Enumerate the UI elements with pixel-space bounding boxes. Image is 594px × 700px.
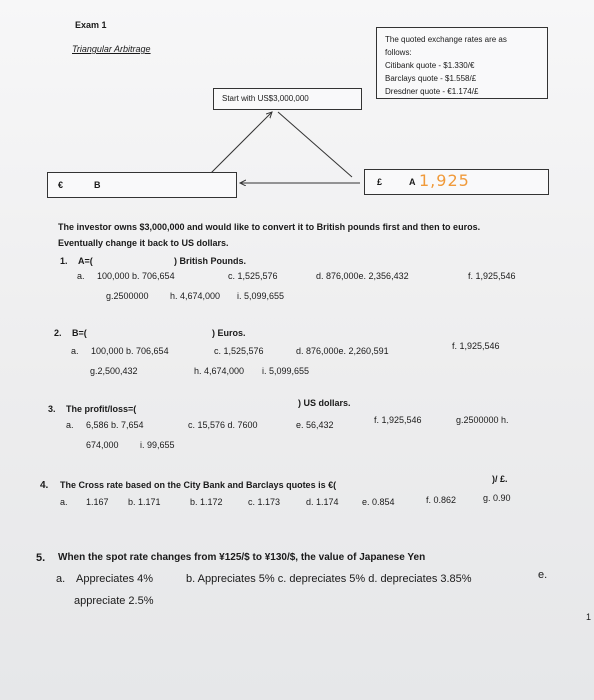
q1-option-i: i. 5,099,655 [237, 291, 285, 301]
q5-option-a-label: a. [56, 573, 66, 585]
exam-title: Exam 1 [75, 20, 107, 30]
q4-option-a: 1.167 [86, 497, 109, 507]
q4-option-b2: b. 1.172 [190, 497, 223, 507]
rates-line-5: Dresdner quote - €1.174/£ [385, 87, 479, 96]
arrow-start-to-a [278, 112, 352, 177]
q1-unit: ) British Pounds. [174, 256, 246, 266]
q4-option-e: e. 0.854 [362, 497, 395, 507]
q2-option-g: g.2,500,432 [90, 366, 138, 376]
q5-prompt: When the spot rate changes from ¥125/$ to ¥130/$, the value of Japanese Yen [58, 552, 426, 563]
q1-options-ab: 100,000 b. 706,654 [97, 271, 175, 281]
q3-option-f: f. 1,925,546 [374, 415, 422, 425]
q5-option-e-label: e. [538, 569, 548, 581]
q4-option-a-label: a. [60, 497, 68, 507]
q1-number: 1. [60, 256, 68, 266]
q4-option-b: b. 1.171 [128, 497, 161, 507]
pound-box-label: A [409, 177, 416, 187]
q2-options-ab: 100,000 b. 706,654 [91, 346, 169, 356]
q2-option-a-label: a. [71, 346, 79, 356]
q3-unit: ) US dollars. [298, 398, 351, 408]
handwritten-answer: 1,925 [419, 171, 470, 190]
start-label: Start with US$3,000,000 [222, 94, 309, 103]
q2-number: 2. [54, 328, 62, 338]
rates-line-4: Barclays quote - $1.558/£ [385, 74, 477, 83]
rates-line-3: Citibank quote - $1.330/€ [385, 61, 475, 70]
page-number: 1 [586, 612, 592, 622]
q3-option-e: e. 56,432 [296, 420, 334, 430]
pound-box [364, 169, 549, 195]
q3-option-a-label: a. [66, 420, 74, 430]
intro-line-2: Eventually change it back to US dollars. [58, 238, 229, 248]
pound-symbol: £ [377, 177, 383, 187]
rates-line-2: follows: [385, 48, 412, 57]
q5-option-a: Appreciates 4% [76, 573, 154, 585]
q4-unit: )/ £. [492, 474, 508, 484]
q3-options-cd: c. 15,576 d. 7600 [188, 420, 258, 430]
euro-box-label: B [94, 180, 101, 190]
q3-option-gh: g.2500000 h. [456, 415, 509, 425]
q3-prompt: The profit/loss=( [66, 404, 137, 414]
q2-option-i: i. 5,099,655 [262, 366, 310, 376]
q4-option-g: g. 0.90 [483, 493, 511, 503]
q4-number: 4. [40, 480, 49, 491]
q1-prompt: A=( [78, 256, 93, 266]
q4-option-f: f. 0.862 [426, 495, 457, 505]
q3-options-ab: 6,586 b. 7,654 [86, 420, 144, 430]
q3-option-i: i. 99,655 [140, 440, 175, 450]
q2-prompt: B=( [72, 328, 87, 338]
section-subtitle: Triangular Arbitrage [72, 44, 151, 54]
q1-option-a-label: a. [77, 271, 85, 281]
q3-option-h-value: 674,000 [86, 440, 119, 450]
q1-option-c: c. 1,525,576 [228, 271, 278, 281]
q1-option-f: f. 1,925,546 [468, 271, 516, 281]
q3-number: 3. [48, 404, 56, 414]
q5-options-bcd: b. Appreciates 5% c. depreciates 5% d. depreciates 3.85% [186, 573, 472, 585]
q2-option-f: f. 1,925,546 [452, 341, 500, 351]
q4-option-c: c. 1.173 [248, 497, 281, 507]
arrow-b-to-start [208, 112, 272, 176]
q2-option-c: c. 1,525,576 [214, 346, 264, 356]
intro-line-1: The investor owns $3,000,000 and would like to convert it to British pounds first and then to euros. [58, 222, 481, 232]
q2-options-de: d. 876,000e. 2,260,591 [296, 346, 389, 356]
q4-prompt: The Cross rate based on the City Bank and Barclays quotes is €( [60, 480, 337, 490]
q2-unit: ) Euros. [212, 328, 246, 338]
euro-symbol: € [58, 180, 64, 190]
q1-options-de: d. 876,000e. 2,356,432 [316, 271, 409, 281]
euro-box [47, 172, 237, 198]
q1-option-h: h. 4,674,000 [170, 291, 221, 301]
q5-option-e: appreciate 2.5% [74, 595, 154, 607]
q5-number: 5. [36, 552, 46, 564]
q4-option-d: d. 1.174 [306, 497, 339, 507]
rates-line-1: The quoted exchange rates are as [385, 35, 507, 44]
q1-option-g: g.2500000 [106, 291, 149, 301]
q2-option-h: h. 4,674,000 [194, 366, 245, 376]
